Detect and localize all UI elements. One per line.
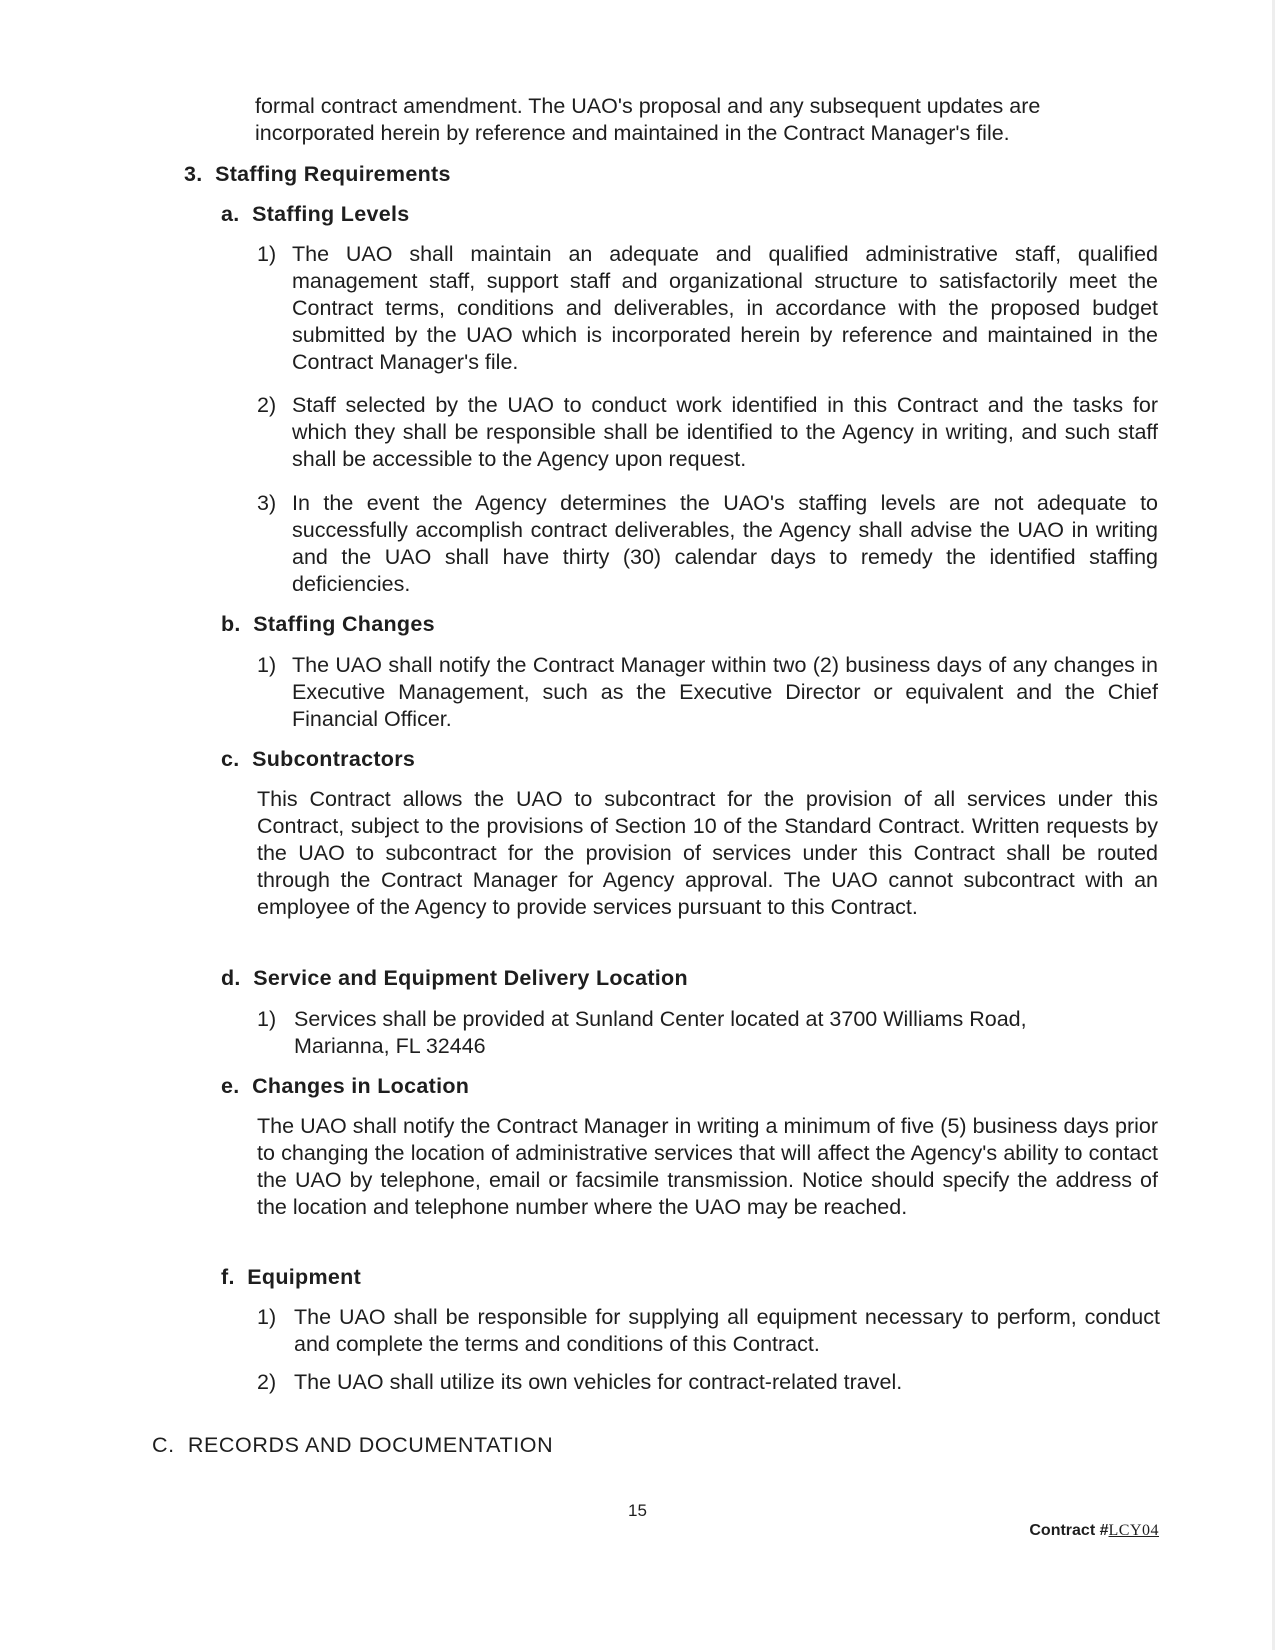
contract-label: Contract # — [1029, 1522, 1109, 1539]
section-c-letter: C. — [152, 1433, 175, 1457]
item-f2-number: 2) — [257, 1370, 277, 1394]
item-d1-line-2: Marianna, FL 32446 — [294, 1034, 486, 1058]
item-a2-text: Staff selected by the UAO to conduct work identified in this Contract and the tasks for which they shall be responsible shall be identified to the Agency in writing, and such staff shall be accessible to the Agency upon request. — [292, 393, 1158, 471]
subsection-d-heading — [221, 965, 688, 992]
subsection-c-heading — [221, 746, 415, 773]
subsection-c-text: This Contract allows the UAO to subcontract for the provision of all services under this Contract, subject to the provisions of Section 10 of the Standard Contract. Written requests by the UAO to subcontract for the provision of services under this Contract shall be routed through the Contract Manager for Agency approval. The UAO cannot subcontract with an employee of the Agency to provide services pursuant to this Contract. — [257, 787, 1158, 919]
subsection-e-letter: e. — [221, 1074, 240, 1098]
item-a1-text: The UAO shall maintain an adequate and qualified administrative staff, qualified management staff, support staff and organizational structure to satisfactorily meet the Contract terms, conditions and deliverables, in accordance with the proposed budget submitted by the UAO which is incorporated herein by reference and maintained in the Contract Manager's file. — [292, 242, 1158, 374]
item-a1-number: 1) — [257, 242, 277, 266]
section-3-number: 3. — [184, 162, 203, 186]
intro-line-1: formal contract amendment. The UAO's proposal and any subsequent updates are — [255, 94, 1041, 118]
item-a3-number: 3) — [257, 491, 277, 515]
item-d1-number: 1) — [257, 1007, 277, 1031]
section-3-heading — [184, 161, 451, 188]
section-c-heading — [152, 1432, 553, 1459]
subsection-d-title: Service and Equipment Delivery Location — [253, 966, 688, 990]
intro-paragraph — [255, 93, 1165, 147]
contract-id: LCY04 — [1108, 1522, 1159, 1539]
subsection-e-title: Changes in Location — [252, 1074, 470, 1098]
subsection-c-letter: c. — [221, 747, 240, 771]
page-number: 15 — [628, 1501, 647, 1520]
subsection-b-letter: b. — [221, 612, 241, 636]
item-b1-number: 1) — [257, 653, 277, 677]
subsection-a-letter: a. — [221, 202, 240, 226]
subsection-c-title: Subcontractors — [252, 747, 416, 771]
section-3-title: Staffing Requirements — [215, 162, 451, 186]
subsection-f-title: Equipment — [247, 1265, 362, 1289]
intro-line-2: incorporated herein by reference and maintained in the Contract Manager's file. — [255, 121, 1010, 145]
section-c-title: RECORDS AND DOCUMENTATION — [187, 1433, 554, 1457]
subsection-b-heading — [221, 611, 435, 638]
item-d1-line-1: Services shall be provided at Sunland Center located at 3700 Williams Road, — [294, 1007, 1027, 1031]
item-b1-text: The UAO shall notify the Contract Manager within two (2) business days of any changes in Executive Management, such as the Executive Director or equivalent and the Chief Financial Officer. — [292, 653, 1158, 731]
item-a2-number: 2) — [257, 393, 277, 417]
item-f1-number: 1) — [257, 1305, 277, 1329]
subsection-e-heading — [221, 1073, 469, 1100]
subsection-a-heading — [221, 201, 410, 228]
subsection-f-heading — [221, 1264, 361, 1291]
subsection-e-text: The UAO shall notify the Contract Manager in writing a minimum of five (5) business days prior to changing the location of administrative services that will affect the Agency's ability to contact the UAO by telephone, email or facsimile transmission. Notice should specify the address of the location and telephone number where the UAO may be reached. — [257, 1114, 1158, 1219]
item-f1-text: The UAO shall be responsible for supplying all equipment necessary to perform, conduct and complete the terms and conditions of this Contract. — [294, 1305, 1160, 1356]
item-a3-text: In the event the Agency determines the UAO's staffing levels are not adequate to successfully accomplish contract deliverables, the Agency shall advise the UAO in writing and the UAO shall have thirty (30) calendar days to remedy the identified staffing deficiencies. — [292, 491, 1158, 596]
item-d1-text — [294, 1006, 1160, 1060]
contract-number — [1029, 1517, 1159, 1544]
subsection-d-letter: d. — [221, 966, 241, 990]
item-f2-text: The UAO shall utilize its own vehicles for contract-related travel. — [294, 1370, 903, 1394]
subsection-b-title: Staffing Changes — [253, 612, 435, 636]
subsection-f-letter: f. — [221, 1265, 235, 1289]
subsection-a-title: Staffing Levels — [252, 202, 410, 226]
